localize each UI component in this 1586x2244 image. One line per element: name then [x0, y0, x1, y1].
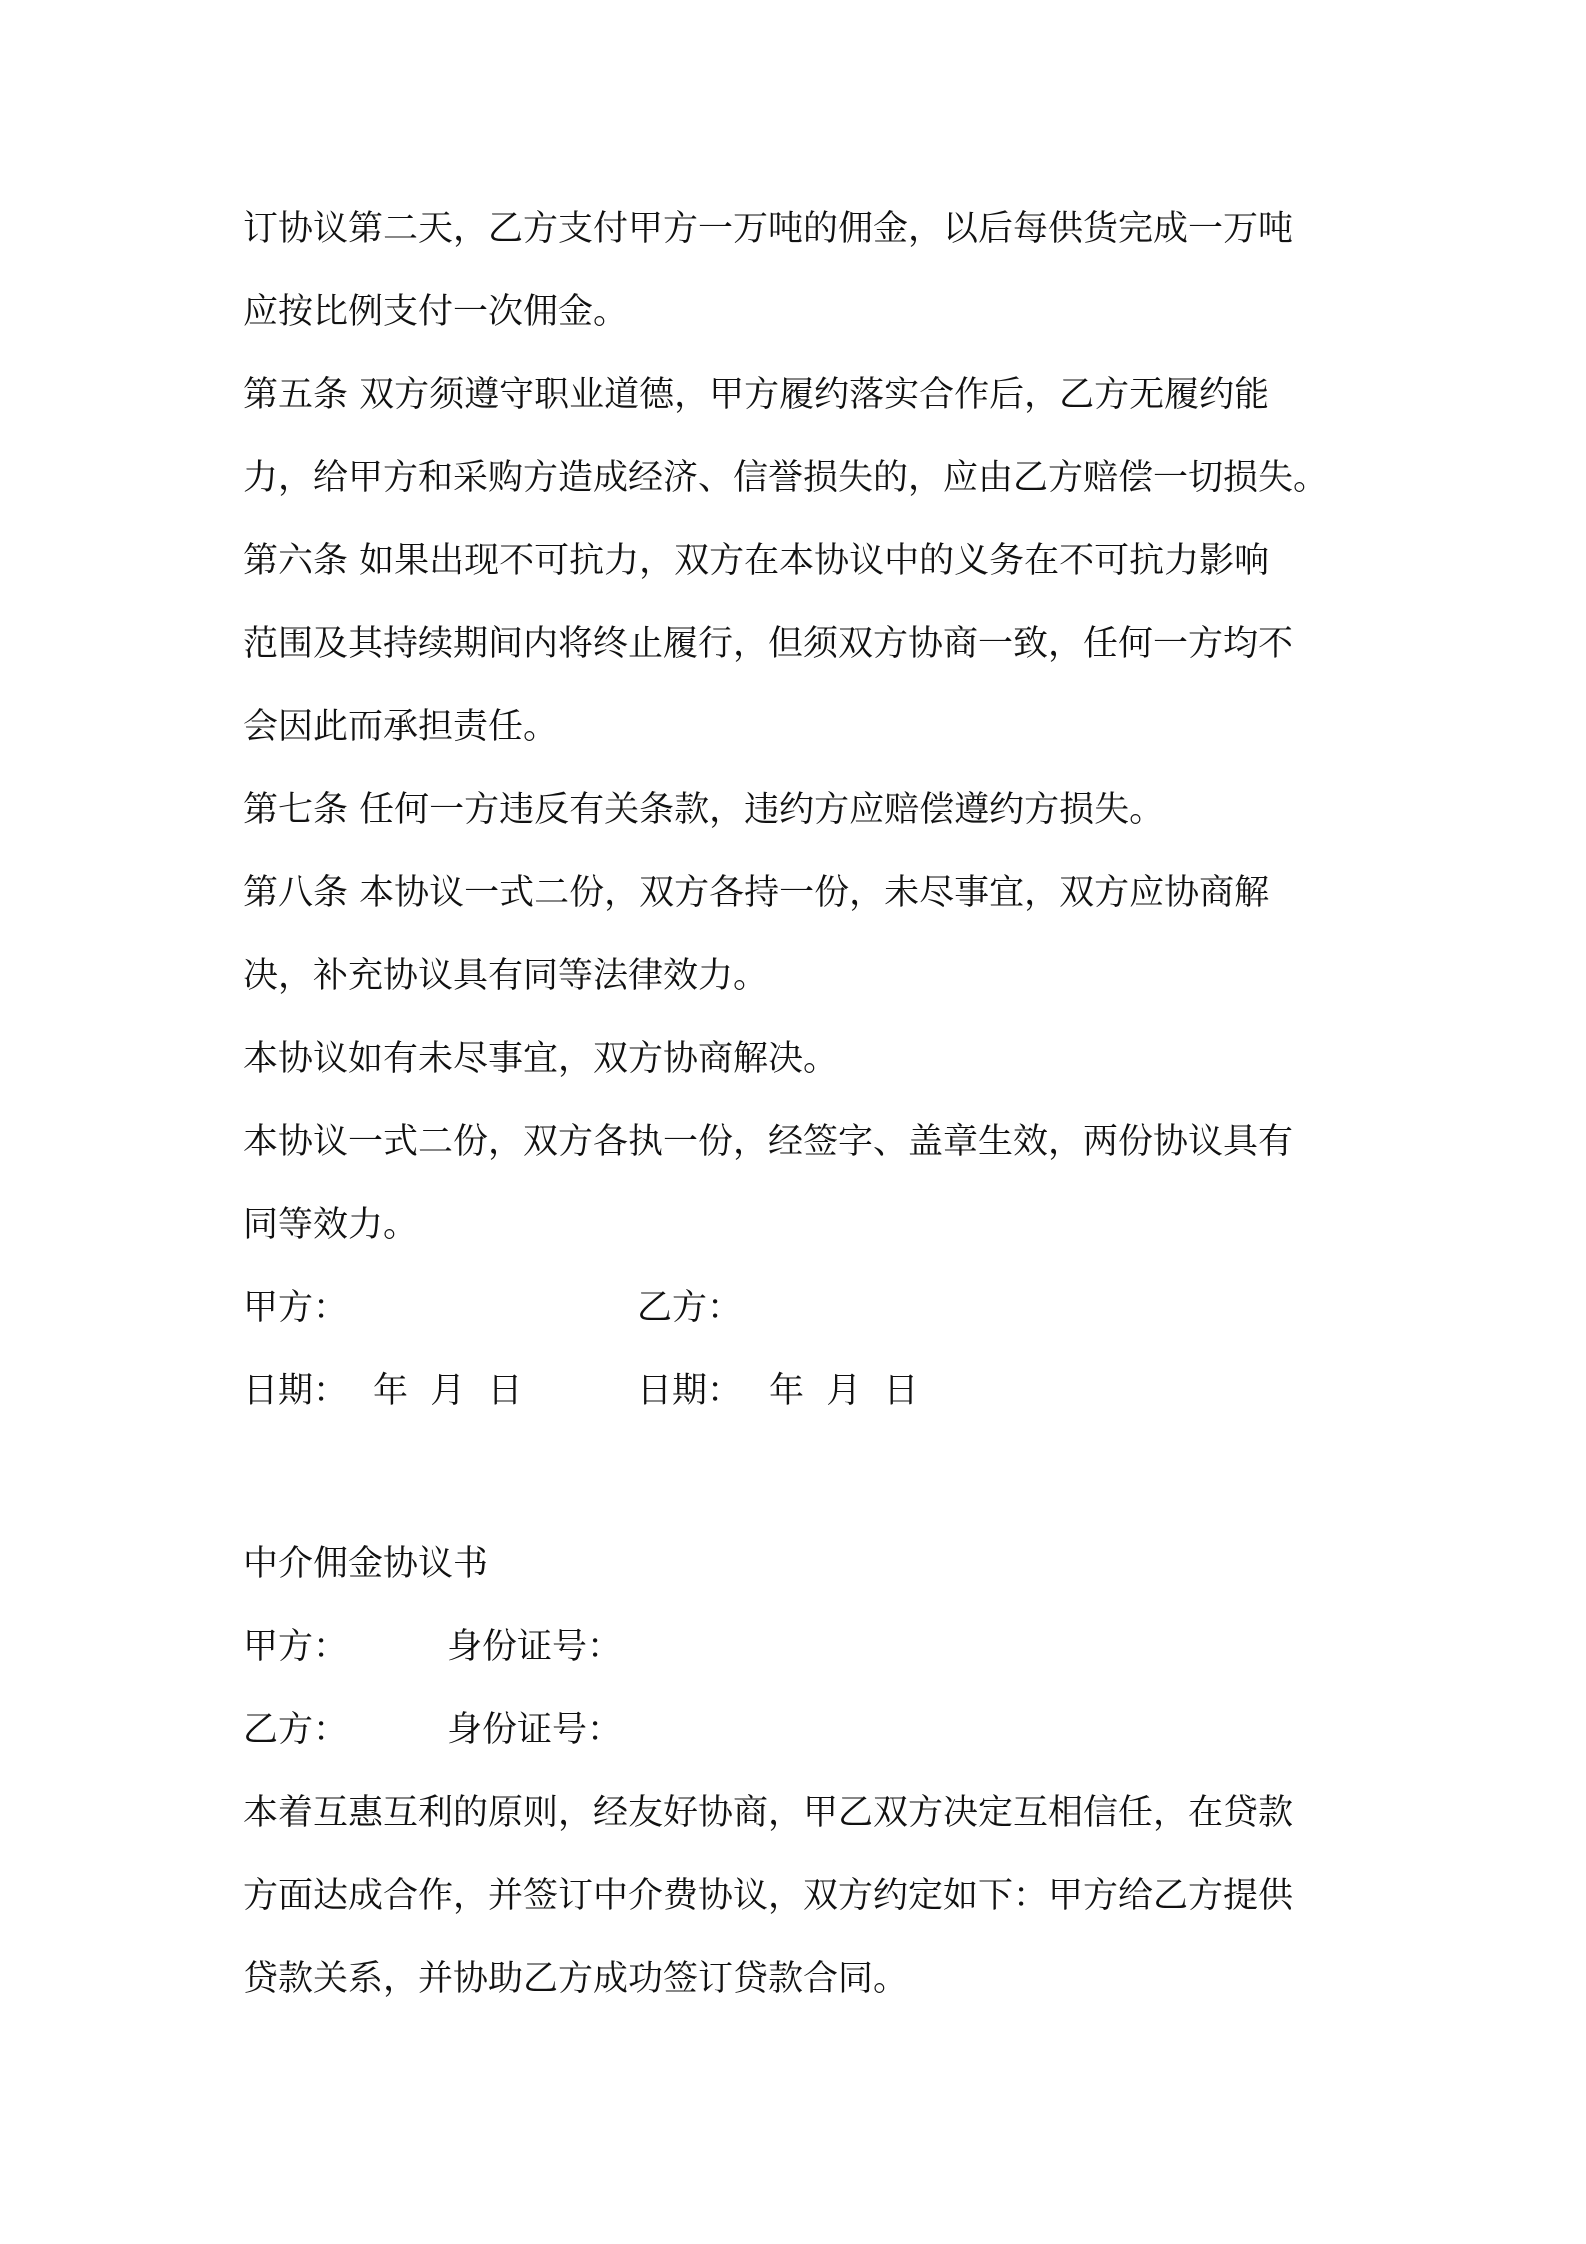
closing-line-2: 本协议一式二份，双方各执一份，经签字、盖章生效，两份协议具有	[243, 1122, 1294, 1162]
agreement-title: 中介佣金协议书	[243, 1544, 489, 1584]
text-line-1: 订协议第二天，乙方支付甲方一万吨的佣金，以后每供货完成一万吨	[243, 209, 1294, 249]
text-line-2: 应按比例支付一次佣金。	[243, 292, 629, 332]
party-a-date-label: 日期：	[243, 1371, 349, 1411]
party-a-id-label: 身份证号：	[447, 1627, 623, 1667]
party-b-signature-label: 乙方：	[637, 1288, 743, 1328]
party-b-id-label: 身份证号：	[447, 1710, 623, 1750]
agreement-body-line-3: 贷款关系，并协助乙方成功签订贷款合同。	[243, 1959, 909, 1999]
article-7-line-1: 第七条 任何一方违反有关条款，违约方应赔偿遵约方损失。	[243, 790, 1165, 830]
article-8-line-1: 第八条 本协议一式二份，双方各持一份，未尽事宜，双方应协商解	[243, 873, 1270, 913]
article-6-line-2: 范围及其持续期间内将终止履行，但须双方协商一致，任何一方均不	[243, 624, 1294, 664]
article-6-line-3: 会因此而承担责任。	[243, 707, 559, 747]
agreement-body-line-2: 方面达成合作，并签订中介费协议，双方约定如下：甲方给乙方提供	[243, 1876, 1294, 1916]
party-b-date-ymd: 年 月 日	[769, 1371, 919, 1411]
agreement-body-line-1: 本着互惠互利的原则，经友好协商，甲乙双方决定互相信任，在贷款	[243, 1793, 1294, 1833]
closing-line-3: 同等效力。	[243, 1205, 419, 1245]
party-a-date-ymd: 年 月 日	[373, 1371, 523, 1411]
party-a-signature-label: 甲方：	[243, 1288, 349, 1328]
closing-line-1: 本协议如有未尽事宜，双方协商解决。	[243, 1039, 839, 1079]
party-a-label: 甲方：	[243, 1627, 349, 1667]
article-5-line-2: 力，给甲方和采购方造成经济、信誉损失的，应由乙方赔偿一切损失。	[243, 458, 1329, 498]
party-b-date-label: 日期：	[637, 1371, 743, 1411]
article-8-line-2: 决，补充协议具有同等法律效力。	[243, 956, 769, 996]
article-6-line-1: 第六条 如果出现不可抗力，双方在本协议中的义务在不可抗力影响	[243, 541, 1270, 581]
article-5-line-1: 第五条 双方须遵守职业道德，甲方履约落实合作后，乙方无履约能	[243, 375, 1270, 415]
party-b-label: 乙方：	[243, 1710, 349, 1750]
